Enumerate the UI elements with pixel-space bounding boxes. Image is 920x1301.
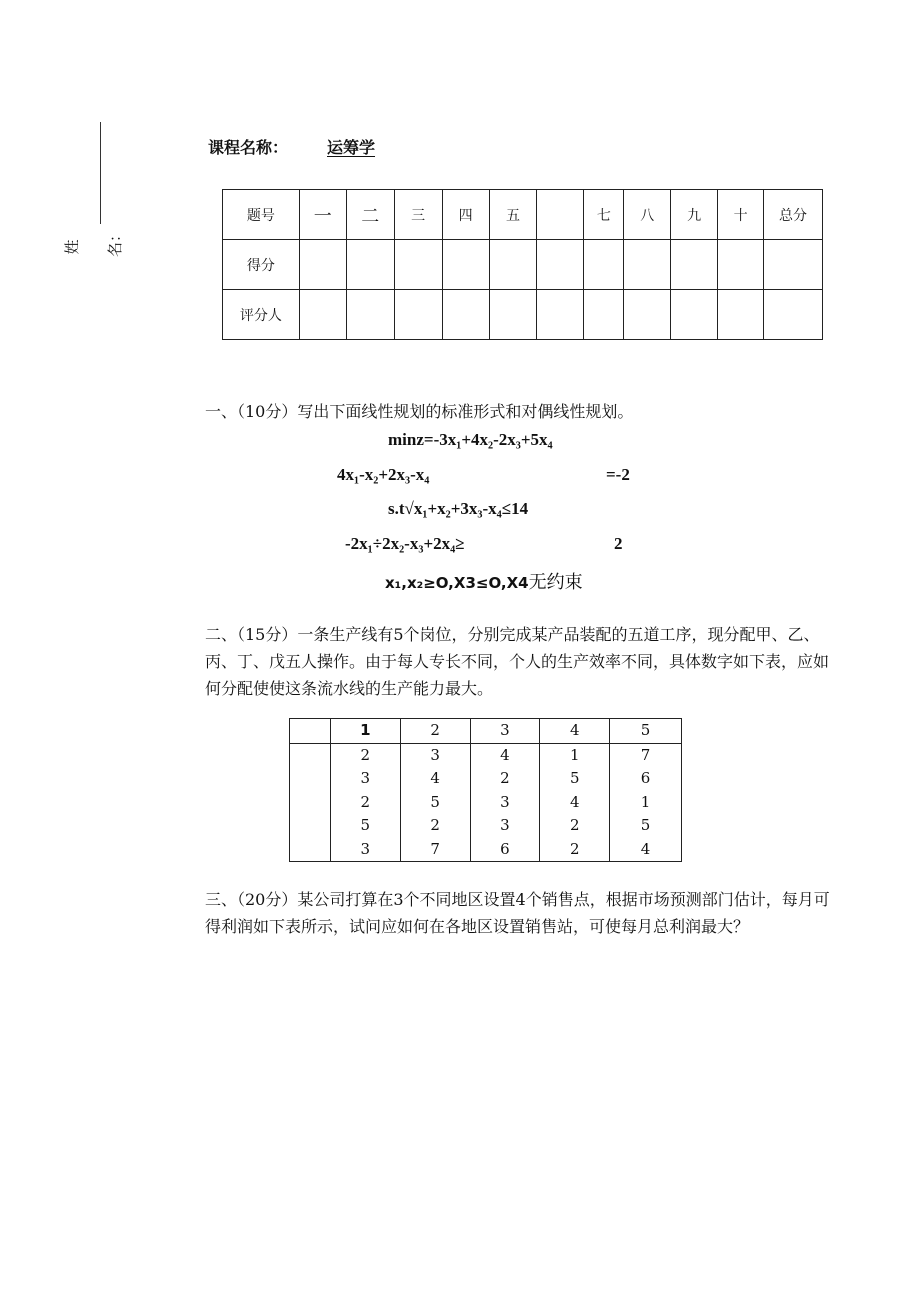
table-cell: 2 — [400, 814, 470, 838]
score-row-label: 得分 — [223, 240, 300, 290]
score-header-cell: 八 — [624, 190, 671, 240]
table-cell: 2 — [470, 767, 540, 791]
table-cell: 3 — [470, 814, 540, 838]
score-table — [222, 189, 823, 340]
score-header-cell: 七 — [584, 190, 624, 240]
score-header-cell: 三 — [394, 190, 442, 240]
score-cell — [299, 240, 346, 290]
table-cell: 5 — [400, 791, 470, 815]
table-cell: 2 — [330, 743, 400, 767]
table-cell — [290, 743, 331, 767]
table-cell — [290, 838, 331, 862]
grader-cell — [624, 290, 671, 340]
name-label-char-2: 名： — [106, 226, 124, 257]
score-cell — [537, 240, 584, 290]
score-cell — [442, 240, 489, 290]
table-row — [290, 791, 682, 815]
constraint-3-rhs: 2 — [614, 534, 623, 553]
grader-cell — [718, 290, 764, 340]
score-cell — [394, 240, 442, 290]
sign-constraint-vars: x₁,x₂≥O,X3≤O,X4 — [385, 574, 529, 592]
objective-function: minz=-3x₁+4x₂-2x₃+5x₄ — [388, 430, 553, 449]
score-header-cell: 四 — [442, 190, 489, 240]
table-row — [290, 814, 682, 838]
table-cell: 4 — [540, 791, 610, 815]
score-header-cell: 五 — [489, 190, 537, 240]
question-2-text: 二、（15分）一条生产线有5个岗位，分别完成某产品装配的五道工序，现分配甲、乙、丙、丁、戊五人操作。由于每人专长不同，个人的生产效率不同，具体数字如下表，应如何分配使使这条流水线的生产能力最大。 — [205, 625, 830, 698]
grader-cell — [537, 290, 584, 340]
grader-row-label: 评分人 — [223, 290, 300, 340]
score-cell — [346, 240, 394, 290]
grader-cell — [394, 290, 442, 340]
table-cell — [290, 791, 331, 815]
score-cell — [764, 240, 823, 290]
variable-sign-constraints — [385, 568, 583, 594]
score-cell — [489, 240, 537, 290]
score-header-cell: 总分 — [764, 190, 823, 240]
table-cell: 7 — [400, 838, 470, 862]
assignment-header-cell: 5 — [610, 719, 682, 744]
score-header-cell: 一 — [299, 190, 346, 240]
table-row — [290, 743, 682, 767]
score-header-cell: 二 — [346, 190, 394, 240]
assignment-header-row — [290, 719, 682, 744]
score-header-cell: 十 — [718, 190, 764, 240]
table-cell: 5 — [540, 767, 610, 791]
table-cell: 6 — [470, 838, 540, 862]
course-label: 课程名称： — [208, 138, 289, 157]
constraint-2: s.t√x₁+x₂+3x₃-x₄≤14 — [388, 499, 529, 518]
table-cell: 1 — [540, 743, 610, 767]
score-cell — [584, 240, 624, 290]
name-label-char-1: 姓 — [63, 239, 81, 255]
score-header-cell: 题号 — [223, 190, 300, 240]
grader-cell — [346, 290, 394, 340]
constraint-1: 4x₁-x₂+2x₃-x₄ — [337, 465, 430, 484]
table-row — [290, 767, 682, 791]
table-cell: 2 — [330, 791, 400, 815]
table-cell: 2 — [540, 814, 610, 838]
table-cell: 6 — [610, 767, 682, 791]
grader-cell — [671, 290, 718, 340]
table-cell: 3 — [470, 791, 540, 815]
score-cell — [718, 240, 764, 290]
table-cell: 3 — [330, 767, 400, 791]
score-header-cell: 九 — [671, 190, 718, 240]
score-cell — [671, 240, 718, 290]
table-cell: 3 — [400, 743, 470, 767]
constraint-1-rhs: =-2 — [606, 465, 630, 484]
grader-cell — [442, 290, 489, 340]
assignment-header-cell: 3 — [470, 719, 540, 744]
question-3-text: 三、（20分）某公司打算在3个不同地区设置4个销售点，根据市场预测部门估计，每月可得利润如下表所示，试问应如何在各地区设置销售站，可使每月总利润最大？ — [205, 890, 830, 936]
assignment-header-cell: 2 — [400, 719, 470, 744]
score-cell — [624, 240, 671, 290]
table-cell: 5 — [330, 814, 400, 838]
table-cell: 2 — [540, 838, 610, 862]
assignment-table — [289, 718, 682, 862]
sign-constraint-text: 无约束 — [528, 572, 583, 592]
assignment-header-cell: 1 — [330, 719, 400, 744]
grader-cell — [489, 290, 537, 340]
name-underline — [100, 122, 101, 224]
grader-cell — [299, 290, 346, 340]
question-1-text: 一、（10分）写出下面线性规划的标准形式和对偶线性规划。 — [205, 402, 634, 421]
table-cell: 4 — [400, 767, 470, 791]
table-cell: 4 — [470, 743, 540, 767]
table-cell: 5 — [610, 814, 682, 838]
assignment-header-cell — [290, 719, 331, 744]
table-cell: 7 — [610, 743, 682, 767]
constraint-3: -2x₁÷2x₂-x₃+2x₄≥ — [345, 534, 465, 553]
table-cell: 1 — [610, 791, 682, 815]
table-cell: 3 — [330, 838, 400, 862]
score-table-score-row — [223, 240, 823, 290]
grader-cell — [584, 290, 624, 340]
course-name: 运筹学 — [327, 138, 376, 157]
table-cell — [290, 767, 331, 791]
table-cell: 4 — [610, 838, 682, 862]
grader-cell — [764, 290, 823, 340]
table-row — [290, 838, 682, 862]
score-table-grader-row — [223, 290, 823, 340]
table-cell — [290, 814, 331, 838]
score-table-header-row — [223, 190, 823, 240]
name-label — [63, 226, 124, 257]
score-header-cell — [537, 190, 584, 240]
assignment-header-cell: 4 — [540, 719, 610, 744]
